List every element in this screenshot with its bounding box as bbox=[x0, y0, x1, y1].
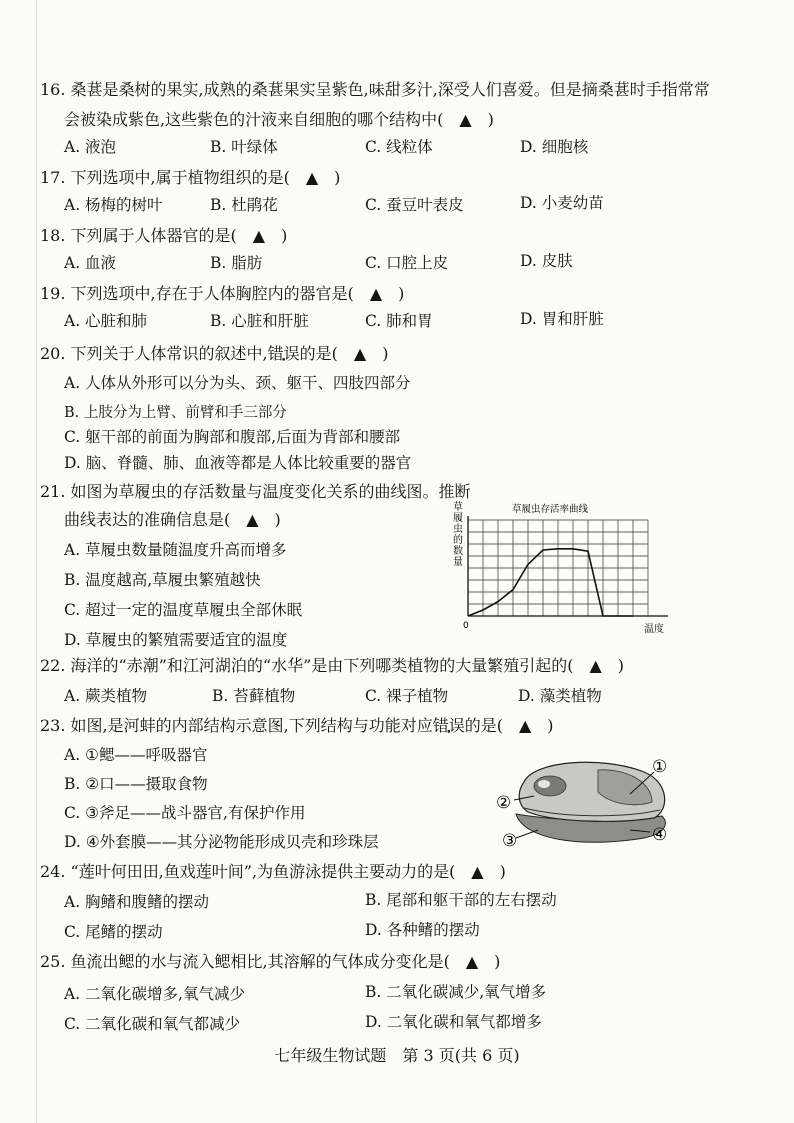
q25-option-b: B. 二氧化碳减少,氧气增多 bbox=[365, 983, 547, 1001]
q21-option-c: C. 超过一定的温度草履虫全部休眠 bbox=[64, 601, 303, 619]
q19-stem: 19. 下列选项中,存在于人体胸腔内的器官是( ▲ ) bbox=[40, 284, 405, 303]
q21-stem-line1: 21. 如图为草履虫的存活数量与温度变化关系的曲线图。推断 bbox=[40, 482, 471, 501]
q23-stem-pre: 23. 如图,是河蚌的内部结构示意图,下列结构与功能对应 bbox=[40, 716, 433, 735]
q18-stem: 18. 下列属于人体器官的是( ▲ ) bbox=[40, 226, 288, 245]
page-footer: 七年级生物试题 第 3 页(共 6 页) bbox=[274, 1046, 520, 1065]
q17-option-c: C. 蚕豆叶表皮 bbox=[365, 196, 464, 214]
q19-option-d: D. 胃和肝脏 bbox=[520, 310, 604, 328]
mussel-label-2: ② bbox=[496, 793, 512, 813]
q22-option-d: D. 藻类植物 bbox=[518, 687, 602, 705]
q20-stem-pre: 20. 下列关于人体常识的叙述中, bbox=[40, 344, 268, 363]
q16-stem-line1: 16. 桑葚是桑树的果实,成熟的桑葚果实呈紫色,味甜多汁,深受人们喜爱。但是摘桑葚时手指常常 bbox=[40, 80, 710, 99]
river-mussel-diagram bbox=[494, 752, 680, 850]
q19-option-c: C. 肺和胃 bbox=[365, 312, 433, 330]
chart-origin-label: 0 bbox=[463, 621, 469, 631]
mussel-leader-3 bbox=[516, 830, 538, 838]
q24-stem: 24. “莲叶何田田,鱼戏莲叶间”,为鱼游泳提供主要动力的是( ▲ ) bbox=[40, 862, 506, 881]
q22-option-a: A. 蕨类植物 bbox=[64, 687, 148, 705]
chart-title: 草履虫存活率曲线 bbox=[511, 504, 589, 515]
q21-option-b: B. 温度越高,草履虫繁殖越快 bbox=[64, 571, 261, 589]
q24-option-c: C. 尾鳍的摆动 bbox=[64, 923, 163, 941]
q24-option-a: A. 胸鳍和腹鳍的摆动 bbox=[64, 893, 210, 911]
q22-stem: 22. 海洋的“赤潮”和江河湖泊的“水华”是由下列哪类植物的大量繁殖引起的( ▲ ) bbox=[40, 656, 625, 675]
q19-option-a: A. 心脏和肺 bbox=[64, 312, 148, 330]
q20-option-c: C. 躯干部的前面为胸部和腹部,后面为背部和腰部 bbox=[64, 428, 401, 446]
q16-option-a: A. 液泡 bbox=[64, 138, 117, 156]
q22-option-b: B. 苔藓植物 bbox=[212, 687, 296, 705]
mussel-label-1: ① bbox=[652, 757, 668, 777]
q20-option-a: A. 人体从外形可以分为头、颈、躯干、四肢四部分 bbox=[64, 374, 411, 392]
chart-y-label: 草履虫的数量 bbox=[453, 502, 463, 568]
q20-stem bbox=[40, 340, 388, 368]
q23-stem-emphasis: 错误 bbox=[432, 716, 465, 735]
q25-stem: 25. 鱼流出鳃的水与流入鳃相比,其溶解的气体成分变化是( ▲ ) bbox=[40, 952, 501, 971]
q20-stem-post: 的是( ▲ ) bbox=[299, 344, 389, 363]
paramecium-survival-chart bbox=[448, 496, 678, 638]
q18-option-c: C. 口腔上皮 bbox=[365, 254, 449, 272]
q16-option-b: B. 叶绿体 bbox=[210, 138, 278, 156]
q18-option-d: D. 皮肤 bbox=[520, 252, 573, 270]
q17-option-d: D. 小麦幼苗 bbox=[520, 194, 604, 212]
q23-option-c: C. ③斧足——战斗器官,有保护作用 bbox=[64, 804, 306, 822]
chart-x-label: 温度 bbox=[644, 624, 664, 635]
q25-option-c: C. 二氧化碳和氧气都减少 bbox=[64, 1015, 241, 1033]
q22-option-c: C. 裸子植物 bbox=[365, 687, 449, 705]
q18-option-a: A. 血液 bbox=[64, 254, 117, 272]
q25-option-d: D. 二氧化碳和氧气都增多 bbox=[365, 1013, 542, 1031]
q23-option-b: B. ②口——摄取食物 bbox=[64, 775, 208, 793]
q23-option-a: A. ①鳃——呼吸器官 bbox=[64, 746, 208, 764]
q16-stem-line2: 会被染成紫色,这些紫色的汁液来自细胞的哪个结构中( ▲ ) bbox=[64, 110, 494, 129]
mussel-label-3: ③ bbox=[502, 831, 518, 850]
chart-grid bbox=[468, 520, 648, 616]
mussel-organ bbox=[534, 776, 566, 796]
q20-stem-emphasis: 错误 bbox=[267, 344, 300, 363]
q17-stem: 17. 下列选项中,属于植物组织的是( ▲ ) bbox=[40, 168, 341, 187]
q18-option-b: B. 脂肪 bbox=[210, 254, 263, 272]
q25-option-a: A. 二氧化碳增多,氧气减少 bbox=[64, 985, 245, 1003]
chart-series-line bbox=[468, 549, 633, 616]
q24-option-d: D. 各种鳍的摆动 bbox=[365, 921, 480, 939]
mussel-muscle bbox=[538, 780, 550, 788]
scan-edge-line bbox=[36, 0, 37, 1123]
q16-option-d: D. 细胞核 bbox=[520, 138, 589, 156]
q17-option-b: B. 杜鹃花 bbox=[210, 196, 278, 214]
q19-option-b: B. 心脏和肝脏 bbox=[210, 312, 309, 330]
mussel-label-4: ④ bbox=[652, 825, 668, 845]
q23-option-d: D. ④外套膜——其分泌物能形成贝壳和珍珠层 bbox=[64, 833, 379, 851]
q20-option-d: D. 脑、脊髓、肺、血液等都是人体比较重要的器官 bbox=[64, 454, 412, 472]
q23-stem bbox=[40, 712, 554, 740]
q21-option-a: A. 草履虫数量随温度升高而增多 bbox=[64, 541, 287, 559]
q17-option-a: A. 杨梅的树叶 bbox=[64, 196, 163, 214]
q23-stem-post: 的是( ▲ ) bbox=[464, 716, 554, 735]
q21-option-d: D. 草履虫的繁殖需要适宜的温度 bbox=[64, 631, 288, 649]
q24-option-b: B. 尾部和躯干部的左右摆动 bbox=[365, 891, 557, 909]
q21-stem-line2: 曲线表达的准确信息是( ▲ ) bbox=[64, 510, 281, 529]
q16-option-c: C. 线粒体 bbox=[365, 138, 433, 156]
q20-option-b: B. 上肢分为上臂、前臂和手三部分 bbox=[64, 405, 287, 421]
